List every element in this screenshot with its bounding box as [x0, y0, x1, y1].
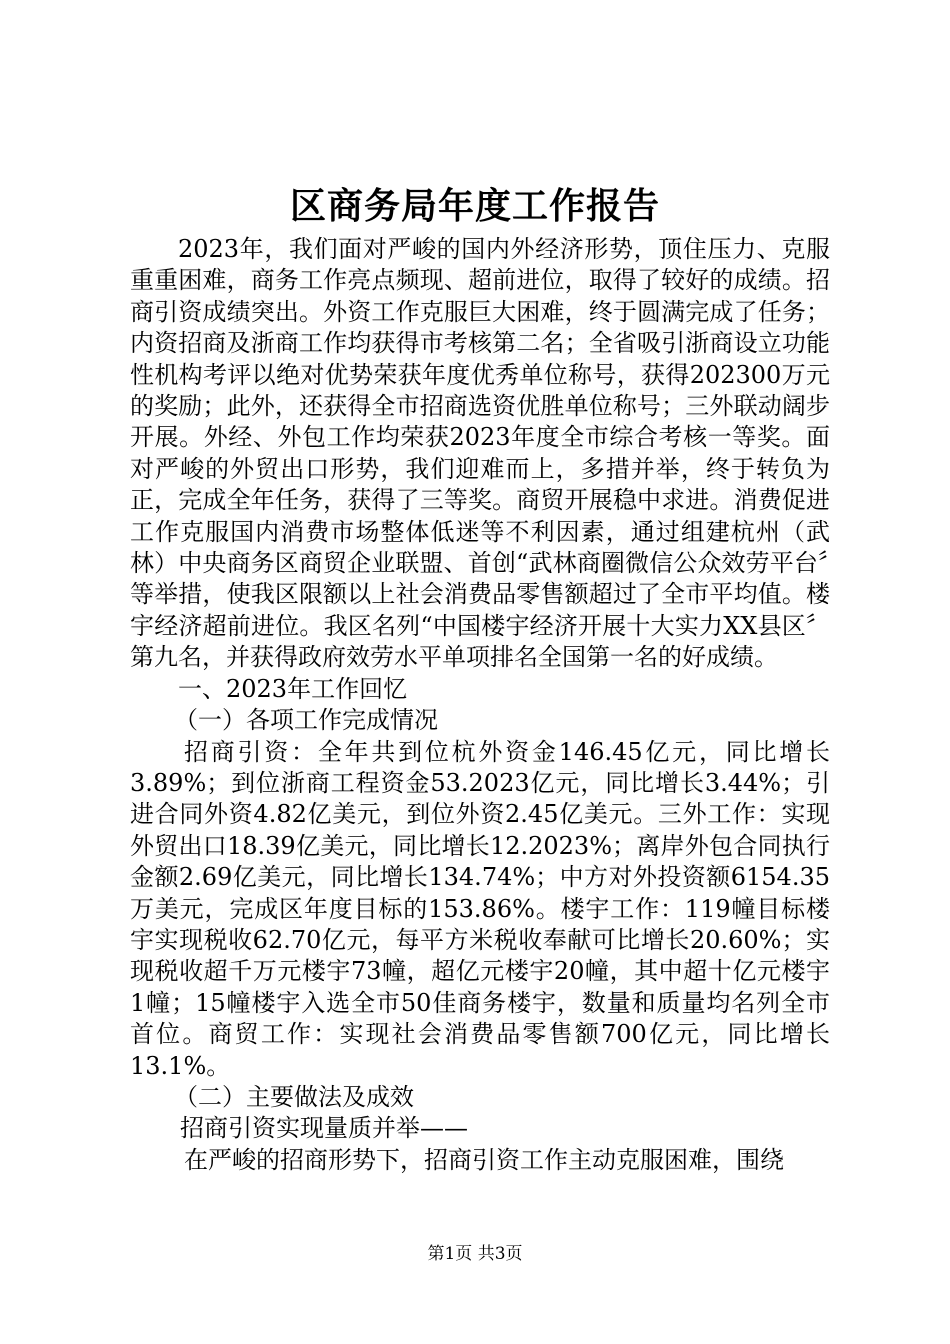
subsection-heading-completion: （一）各项工作完成情况: [174, 706, 438, 735]
intro-paragraph: 2023年，我们面对严峻的国内外经济形势，顶住压力、克服重重困难，商务工作亮点频现、超前进位，取得了较好的成绩。招商引资成绩突出。外资工作克服巨大困难，终于圆满完成了任务；内资招商及浙商工作均获得市考核第二名；全省吸引浙商设立功能性机构考评以绝对优势荣获年度优秀单位称号，获得202300万元的奖励；此外，还获得全市招商选资优胜单位称号；三外联动阔步开展。外经、外包工作均荣获2023年度全市综合考核一等奖。面对严峻的外贸出口形势，我们迎难而上，多措并举，终于转负为正，完成全年任务，获得了三等奖。商贸开展稳中求进。消费促进工作克服国内消费市场整体低迷等不利因素，通过组建杭州（武林）中央商务区商贸企业联盟、首创“武林商圈微信公众效劳平台〞等举措，使我区限额以上社会消费品零售额超过了全市平均值。楼宇经济超前进位。我区名列“中国楼宇经济开展十大实力XX县区〞第九名，并获得政府效劳水平单项排名全国第一名的好成绩。: [130, 235, 830, 672]
subsection-heading-methods: （二）主要做法及成效: [174, 1082, 414, 1111]
section-heading-review: 一、2023年工作回忆: [178, 674, 408, 703]
page-footer: 第1页 共3页: [427, 1244, 523, 1264]
completion-paragraph: 招商引资：全年共到位杭外资金146.45亿元，同比增长3.89%；到位浙商工程资金53.2023亿元，同比增长3.44%；引进合同外资4.82亿美元，到位外资2.45亿美元。三外工作：实现外贸出口18.39亿美元，同比增长12.2023%；离岸外包合同执行金额2.69亿美元，同比增长134.74%；中方对外投资额6154.35万美元，完成区年度目标的153.86%。楼宇工作：119幢目标楼宇实现税收62.70亿元，每平方米税收奉献可比增长20.60%；实现税收超千万元楼宇73幢，超亿元楼宇20幢，其中超十亿元楼宇1幢；15幢楼宇入选全市50佳商务楼宇，数量和质量均名列全市首位。商贸工作：实现社会消费品零售额700亿元，同比增长13.1%。: [130, 737, 830, 1080]
document-title: 区商务局年度工作报告: [289, 185, 660, 227]
document-body: [130, 234, 830, 1176]
investment-subheading: 招商引资实现量质并举——: [180, 1114, 468, 1143]
investment-paragraph: 在严峻的招商形势下，招商引资工作主动克服困难，围绕: [184, 1145, 784, 1174]
